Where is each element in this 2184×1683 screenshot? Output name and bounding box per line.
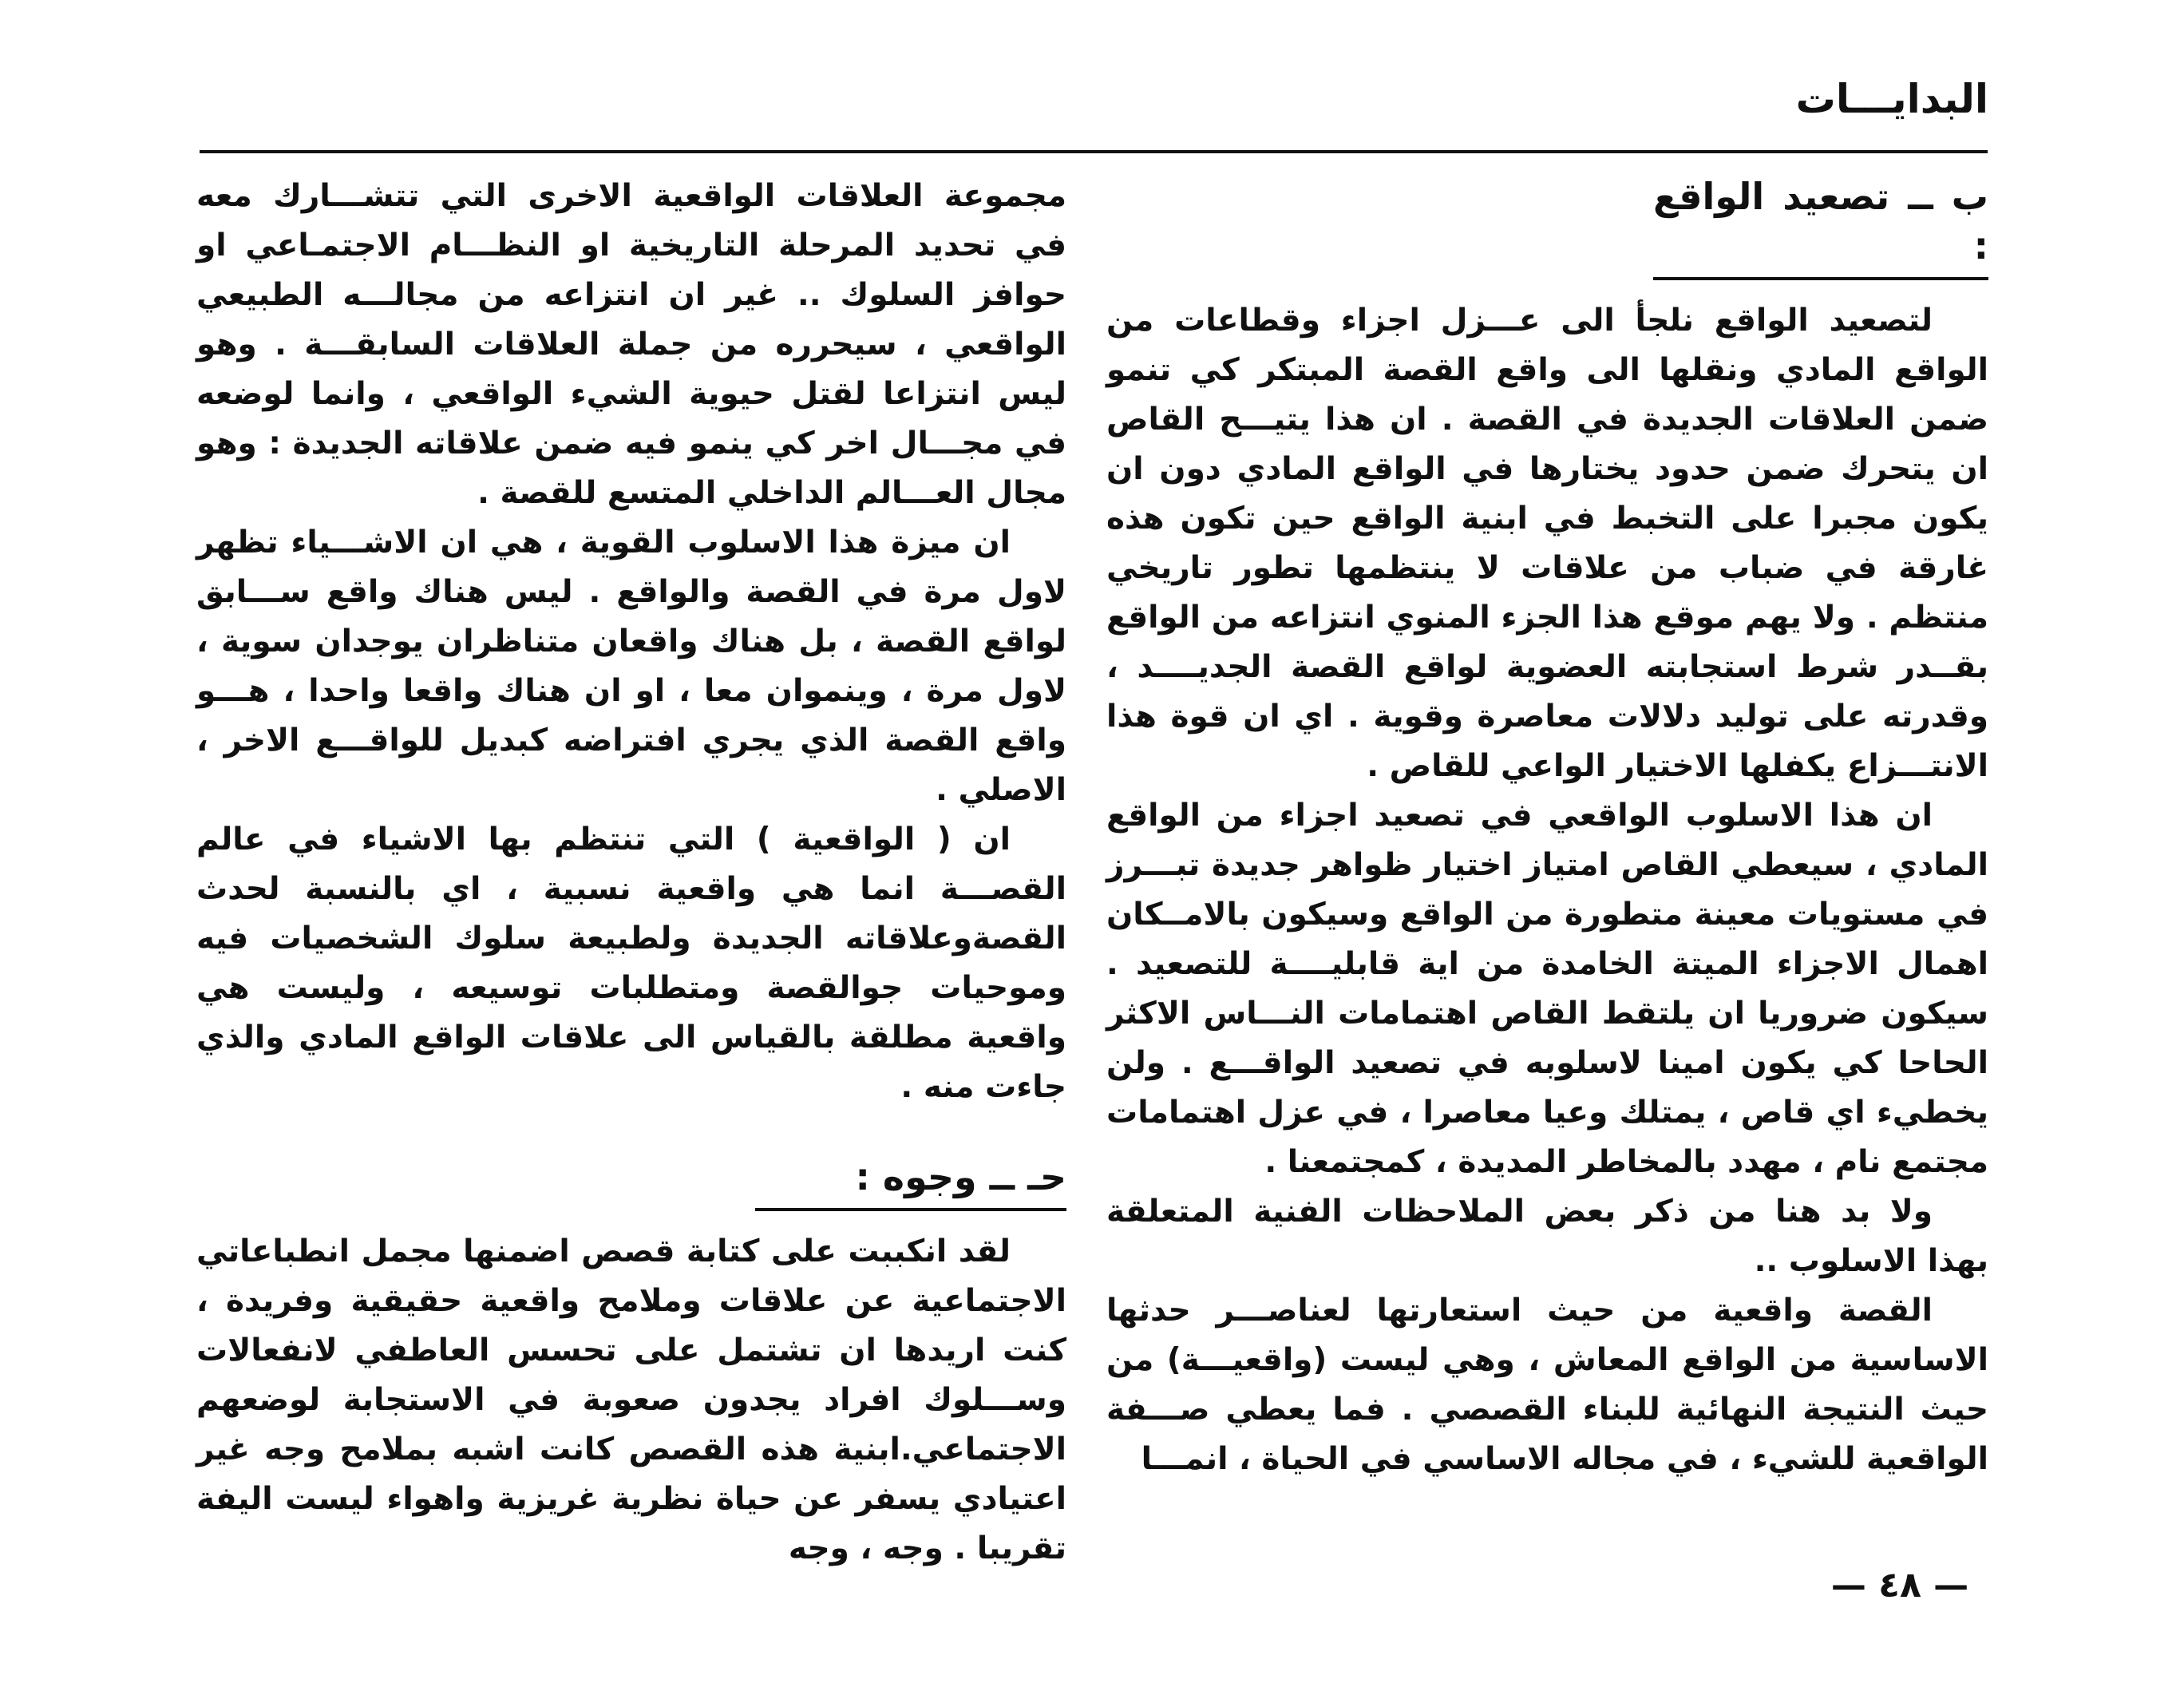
paragraph: مجموعة العلاقات الواقعية الاخرى التي تتشـــارك معه في تحديد المرحلة التاريخية او النظـــام الاجتمـاعي او حوافز السلوك .. غير ان انتزاعه من مجالـــه الطبيعي الواقعي ، سيحرره من جملة العلاقات السابقـــة . وهو ليس انتزاعا لقتل حيوية الشيء الواقعي ، وانما لوضعه في مجـــال اخر كي ينمو فيه ضمن علاقاته الجديدة : وهو مجال العـــالم الداخلي المتسع للقصة . <box>196 178 1066 511</box>
right-column <box>1106 172 1988 1484</box>
left-column <box>196 172 1066 1574</box>
paragraph: لتصعيد الواقع نلجأ الى عـــزل اجزاء وقطاعات من الواقع المادي ونقلها الى واقع القصة المبتكر كي تنمو ضمن العلاقات الجديدة في القصة . ان هذا يتيـــح القاص ان يتحرك ضمن حدود يختارها في الواقع المادي دون ان يكون مجبرا على التخبط في ابنية الواقع حين تكون هذه غارقة في ضباب من علاقات لا ينتظمها تطور تاريخي منتظم . ولا يهم موقع هذا الجزء المنوي انتزاعه من الواقع بقــدر شرط استجابته العضوية لواقع القصة الجديــــد ، وقدرته على توليد دلالات معاصرة وقوية . اي ان قوة هذا الانتـــزاع يكفلها الاختيار الواعي للقاص . <box>1106 303 1988 784</box>
paragraph: لقد انكببت على كتابة قصص اضمنها مجمل انطباعاتي الاجتماعية عن علاقات وملامح واقعية حقيقية وفريدة ، كنت اريدها ان تشتمل على تحسس العاطفي لانفعالات وســـلوك افراد يجدون صعوبة في الاستجابة لوضعهم الاجتماعي.ابنية هذه القصص كانت اشبه بملامح وجه غير اعتيادي يسفر عن حياة نظرية غريزية واهواء ليست اليفة تقريبا . وجه ، وجه <box>196 1234 1066 1566</box>
section-heading-c: حـ ــ وجوه : <box>755 1152 1066 1211</box>
paragraph: ولا بد هنا من ذكر بعض الملاحظات الفنية المتعلقة بهذا الاسلوب .. <box>1106 1194 1988 1279</box>
paragraph: ان ميزة هذا الاسلوب القوية ، هي ان الاشـــياء تظهر لاول مرة في القصة والواقع . ليس هناك واقع ســـابق لواقع القصة ، بل هناك واقعان متناظران يوجدان سوية ، لاول مرة ، وينموان معا ، او ان هناك واقعا واحدا ، هـــو واقع القصة الذي يجري افتراضه كبديل للواقـــع الاخر ، الاصلي . <box>196 525 1066 808</box>
paragraph: القصة واقعية من حيث استعارتها لعناصـــر حدثها الاساسية من الواقع المعاش ، وهي ليست (واقعيـــة) من حيث النتيجة النهائية للبناء القصصي . فما يعطي صـــفة الواقعية للشيء ، في مجاله الاساسي في الحياة ، انمـــا <box>1106 1293 1988 1477</box>
paragraph: ان ( الواقعية ) التي تنتظم بها الاشياء في عالم القصـــة انما هي واقعية نسبية ، اي بالنسبة لحدث القصةوعلاقاته الجديدة ولطبيعة سلوك الشخصيات فيه وموحيات جوالقصة ومتطلبات توسيعه ، وليست هي واقعية مطلقة بالقياس الى علاقات الواقع المادي والذي جاءت منه . <box>196 822 1066 1105</box>
header-rule <box>200 150 1988 153</box>
page-number: — ٤٨ — <box>1830 1565 1969 1606</box>
section-heading-b: ب ــ تصعيد الواقع : <box>1653 172 1988 280</box>
running-head: البدايـــات <box>1795 76 1988 122</box>
paragraph: ان هذا الاسلوب الواقعي في تصعيد اجزاء من الواقع المادي ، سيعطي القاص امتياز اختيار ظواهر جديدة تبـــرز في مستويات معينة متطورة من الواقع وسيكون بالامــكان اهمال الاجزاء الميتة الخامدة من اية قابليــــة للتصعيد . سيكون ضروريا ان يلتقط القاص اهتمامات النـــاس الاكثر الحاحا كي يكون امينا لاسلوبه في تصعيد الواقـــع . ولن يخطيء اي قاص ، يمتلك وعيا معاصرا ، في عزل اهتمامات مجتمع نام ، مهدد بالمخاطر المديدة ، كمجتمعنا . <box>1106 798 1988 1180</box>
